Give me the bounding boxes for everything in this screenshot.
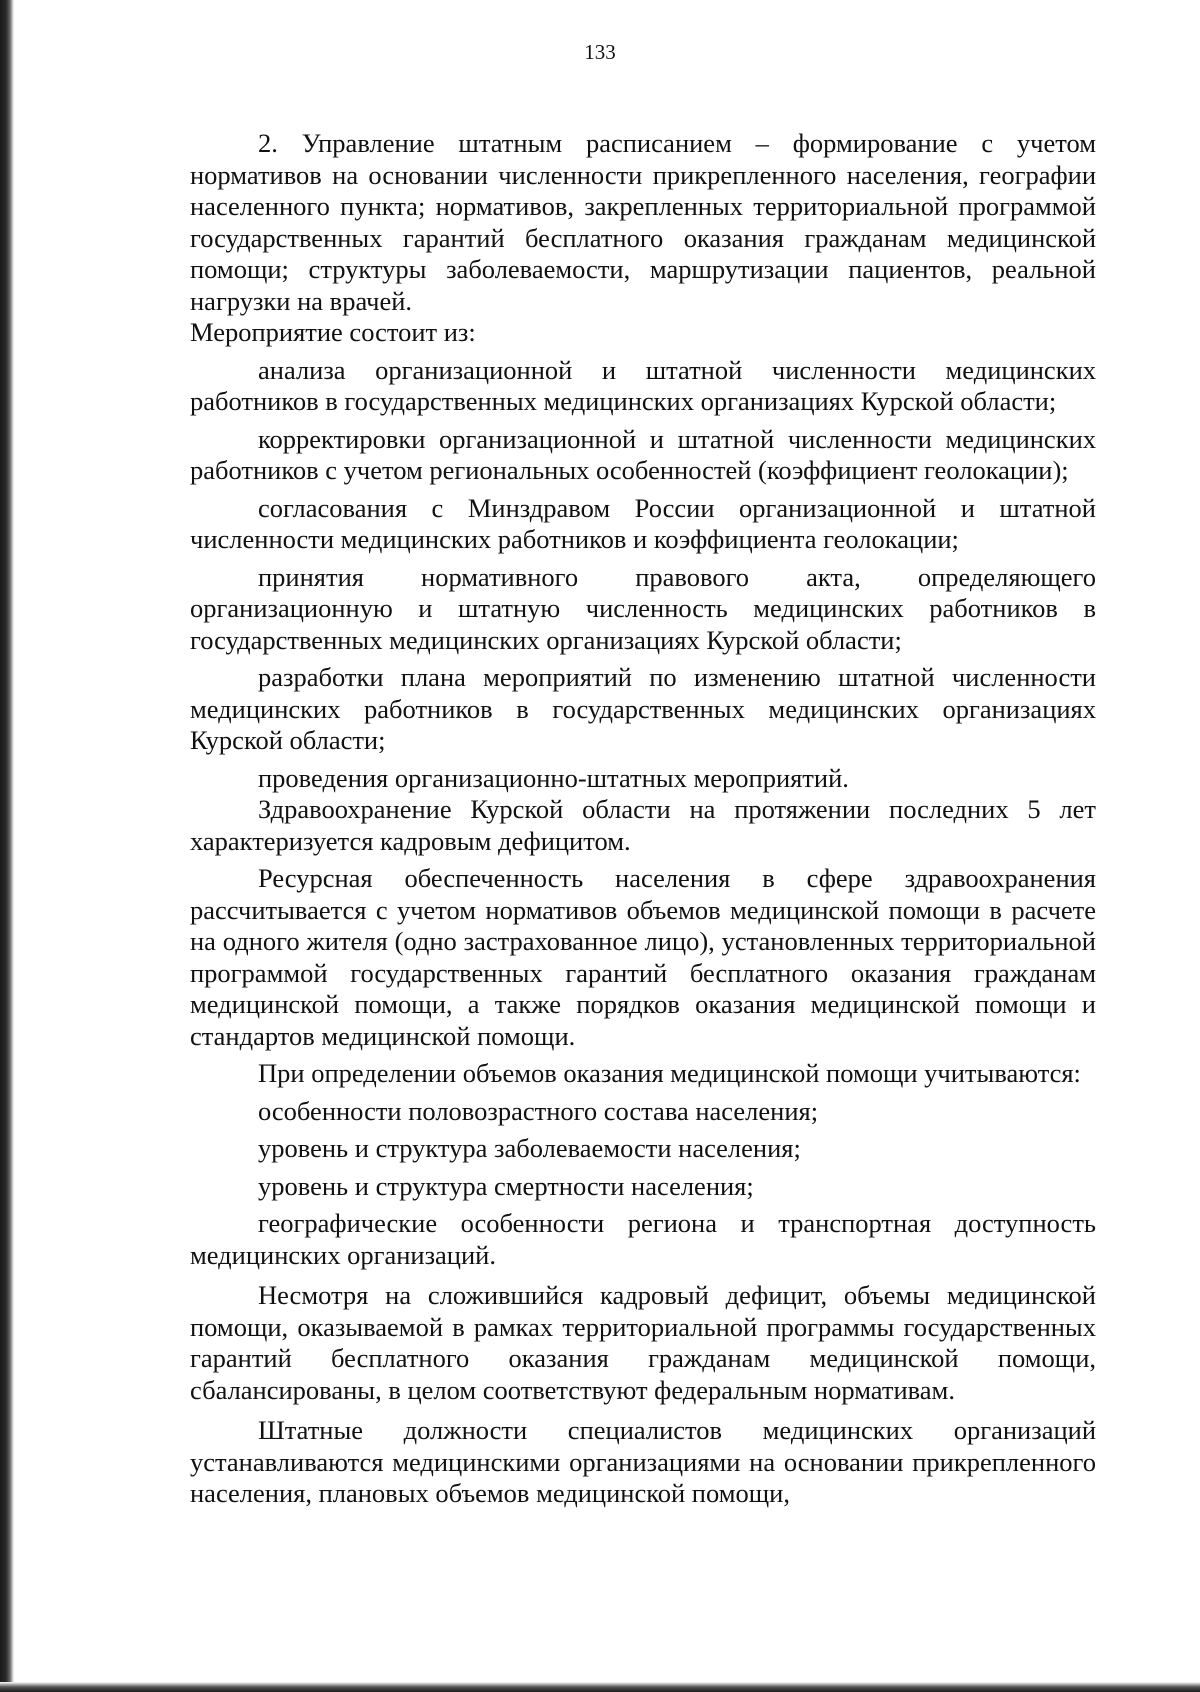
page-number: 133 (584, 40, 616, 64)
paragraph-staff-positions: Штатные должности специалистов медицинских организаций устанавливаются медицинскими организациями на основании прикрепленного населения, плановых объемов медицинской помощи, (190, 1415, 1096, 1508)
list-item-staffing-activities: проведения организационно-штатных мероприятий. (258, 762, 849, 793)
list-item-analysis: анализа организационной и штатной численности медицинских работников в государственных медицинских организациях Курской области; (190, 354, 1096, 416)
list-item-correction: корректировки организационной и штатной численности медицинских работников с учетом региональных особенностей (коэффициент геолокации); (190, 423, 1096, 485)
list-item-geography: географические особенности региона и транспортная доступность медицинских организаций. (190, 1208, 1096, 1270)
scan-edge-left (0, 0, 14, 1692)
paragraph-volume-factors: При определении объемов оказания медицинской помощи учитываются: (258, 1058, 1081, 1088)
list-item-approval: согласования с Минздравом России организационной и штатной численности медицинских работников и коэффициента геолокации; (190, 492, 1096, 554)
paragraph-balanced-volumes: Несмотря на сложившийся кадровый дефицит, объемы медицинской помощи, оказываемой в рамках территориальной программы государственных гарантий бесплатного оказания гражданам медицинской помощи, сбалансированы, в целом соответствуют федеральным нормативам. (190, 1280, 1096, 1405)
paragraph-staff-deficit: Здравоохранение Курской области на протяжении последних 5 лет характеризуется кадровым дефицитом. (190, 794, 1096, 856)
list-item-mortality: уровень и структура смертности населения; (258, 1170, 754, 1201)
scan-edge-bottom (0, 1682, 1200, 1692)
list-item-plan-development: разработки плана мероприятий по изменению штатной численности медицинских работников в государственных медицинских организациях Курской области; (190, 662, 1096, 755)
paragraph-staffing-management: 2. Управление штатным расписанием – формирование с учетом нормативов на основании численности прикрепленного населения, географии населенного пункта; нормативов, закрепленных территориальной программой государственных гарантий бесплатного оказания гражданам медицинской помощи; структуры заболеваемости, маршрутизации пациентов, реальной нагрузки на врачей. (190, 128, 1096, 316)
paragraph-resource-provision: Ресурсная обеспеченность населения в сфере здравоохранения рассчитывается с учетом нормативов объемов медицинской помощи в расчете на одного жителя (одно застрахованное лицо), установленных территориальной программой государственных гарантий бесплатного оказания гражданам медицинской помощи, а также порядков оказания медицинской помощи и стандартов медицинской помощи. (190, 863, 1096, 1051)
paragraph-measure-intro: Мероприятие состоит из: (190, 317, 476, 347)
document-body (190, 128, 1096, 1510)
list-item-morbidity: уровень и структура заболеваемости населения; (258, 1133, 801, 1163)
list-item-demographics: особенности половозрастного состава населения; (258, 1095, 819, 1126)
list-item-regulation: принятия нормативного правового акта, определяющего организационную и штатную численность медицинских работников в государственных медицинских организациях Курской области; (190, 561, 1096, 655)
